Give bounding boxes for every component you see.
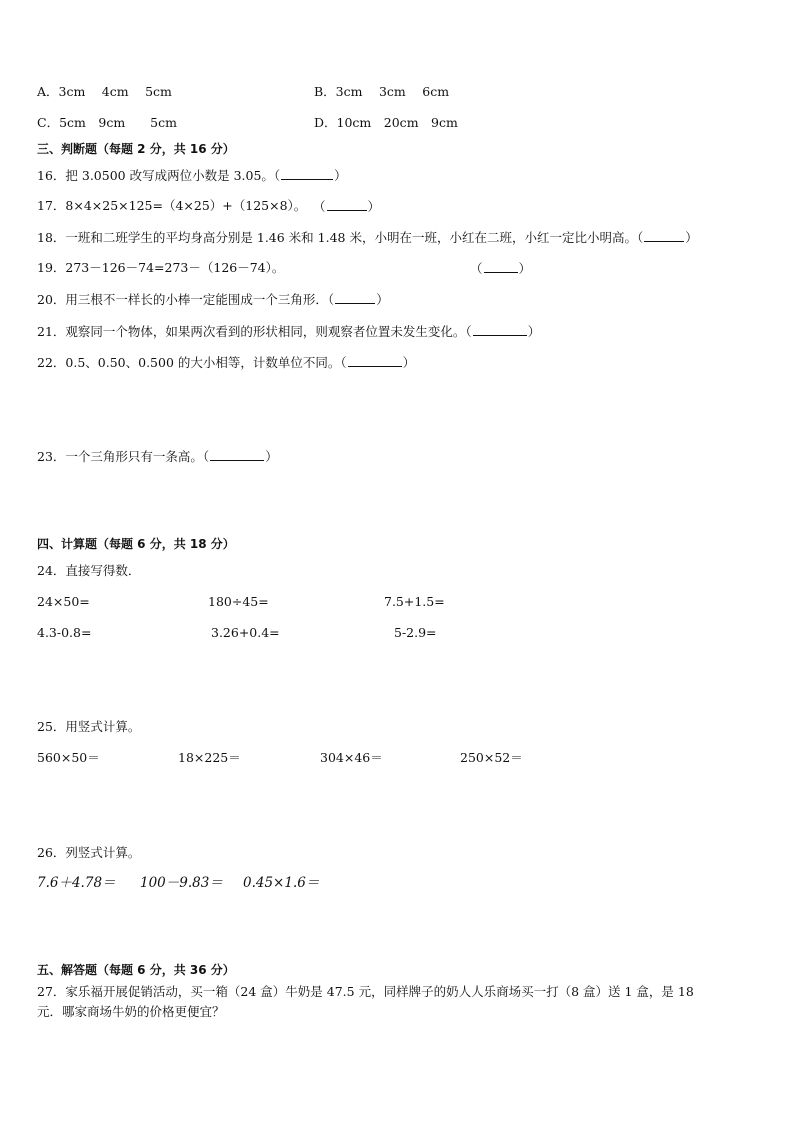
question-21 [37, 323, 540, 340]
answer-blank[interactable] [327, 198, 367, 211]
section-3-title: 三、判断题（每题 2 分，共 16 分） [37, 142, 235, 156]
question-23 [37, 448, 278, 465]
question-18 [37, 229, 698, 246]
calc-item: 24×50= [37, 594, 90, 609]
question-23-text: 23．一个三角形只有一条高。 [37, 449, 203, 464]
calc-item: 250×52＝ [460, 750, 523, 765]
answer-blank[interactable] [348, 354, 402, 367]
calc-item: 7.5+1.5= [384, 594, 445, 609]
calc-item: 3.26+0.4= [211, 625, 280, 640]
paren-open: （ [202, 449, 210, 464]
question-25: 25．用竖式计算。 [37, 719, 141, 734]
question-17-text: 17．8×4×25×125=（4×25）+（125×8）。 [37, 198, 307, 213]
question-16 [37, 167, 347, 184]
paren-close: ） [265, 449, 278, 464]
calc-item: 180÷45= [208, 594, 269, 609]
calc-item: 18×225＝ [178, 750, 241, 765]
question-22 [37, 354, 415, 371]
paren-close: ） [685, 230, 698, 245]
question-19-text: 19．273－126－74=273－（126－74）。 [37, 260, 285, 275]
option-d: D．10cm 20cm 9cm [314, 115, 458, 130]
question-27-line-2: 元．哪家商场牛奶的价格更便宜？ [37, 1004, 225, 1019]
question-18-text: 18．一班和二班学生的平均身高分别是 1.46 米和 1.48 米，小明在一班，小红在二班，小红一定比小明高。 [37, 230, 637, 245]
answer-blank[interactable] [473, 323, 527, 336]
paren-open: （ [327, 292, 335, 307]
question-27-line-1: 27．家乐福开展促销活动，买一箱（24 盒）牛奶是 47.5 元，同样牌子的奶人人乐商场买一打（8 盒）送 1 盒，是 18 [37, 984, 694, 999]
paren-open: （ [273, 168, 281, 183]
question-17-answer [313, 198, 380, 215]
option-a: A．3cm 4cm 5cm [37, 84, 172, 99]
section-5-title: 五、解答题（每题 6 分，共 36 分） [37, 963, 235, 977]
calc-item: 560×50＝ [37, 750, 100, 765]
question-17 [37, 198, 306, 214]
paren-close: ） [402, 355, 416, 370]
calc-item: 4.3-0.8= [37, 625, 92, 640]
question-16-text: 16．把 3.0500 改写成两位小数是 3.05。 [37, 168, 274, 183]
paren-close: ） [367, 199, 381, 214]
question-20-text: 20．用三根不一样长的小棒一定能围成一个三角形． [37, 292, 328, 307]
question-26: 26．列竖式计算。 [37, 845, 141, 860]
question-21-text: 21．观察同一个物体，如果两次看到的形状相同，则观察者位置未发生变化。 [37, 324, 466, 339]
answer-blank[interactable] [484, 260, 518, 273]
paren-close: ） [527, 324, 541, 339]
paren-open: （ [470, 261, 483, 276]
answer-blank[interactable] [644, 229, 684, 242]
answer-blank[interactable] [335, 291, 375, 304]
option-c: C．5cm 9cm 5cm [37, 115, 177, 130]
calc-item: 0.45×1.6＝ [243, 875, 320, 891]
answer-blank[interactable] [281, 167, 333, 180]
calc-item: 100－9.83＝ [140, 875, 223, 891]
paren-close: ） [518, 261, 532, 276]
paren-close: ） [334, 168, 347, 183]
answer-blank[interactable] [210, 448, 264, 461]
question-24: 24．直接写得数． [37, 563, 141, 578]
paren-open: （ [465, 324, 472, 339]
option-b: B．3cm 3cm 6cm [314, 84, 450, 99]
paren-open: （ [636, 230, 644, 245]
paren-close: ） [376, 292, 389, 307]
calc-item: 304×46＝ [320, 750, 383, 765]
calc-item: 7.6＋4.78＝ [37, 875, 116, 891]
question-20 [37, 291, 389, 308]
question-22-text: 22．0.5、0.50、0.500 的大小相等，计数单位不同。 [37, 355, 341, 370]
paren-open: （ [340, 355, 347, 370]
paren-open: （ [313, 199, 326, 214]
question-19 [37, 260, 284, 276]
question-19-answer [470, 260, 531, 277]
section-4-title: 四、计算题（每题 6 分，共 18 分） [37, 537, 235, 551]
calc-item: 5-2.9= [394, 625, 437, 640]
